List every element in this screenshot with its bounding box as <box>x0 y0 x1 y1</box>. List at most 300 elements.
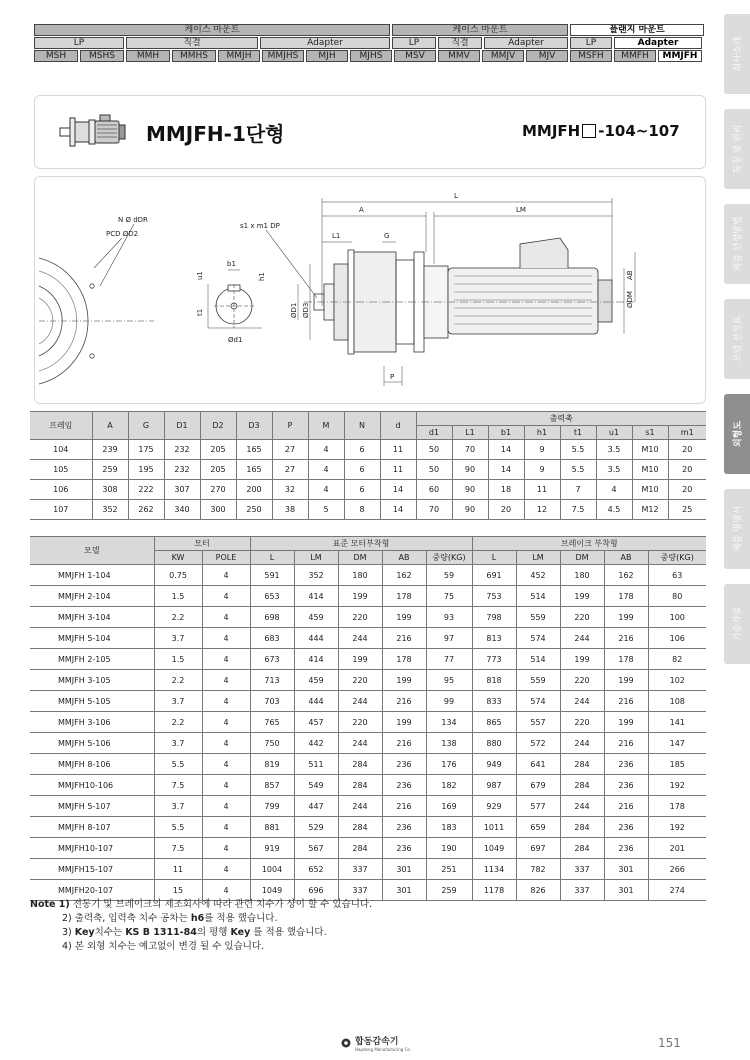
side-tab-features[interactable]: 특징 및 원리 <box>724 109 750 189</box>
col-out-b1: b1 <box>488 426 524 440</box>
table-cell: 195 <box>128 460 164 480</box>
col-d2: D2 <box>200 412 236 440</box>
table-cell: 216 <box>604 796 648 817</box>
table-cell: M10 <box>632 480 668 500</box>
table-cell: 447 <box>294 796 338 817</box>
table-cell: 4 <box>202 565 250 586</box>
table-cell: 20 <box>488 500 524 520</box>
col-group-motor: 모터 <box>154 537 250 551</box>
table-cell: 414 <box>294 649 338 670</box>
side-tab-selection[interactable]: 제품 선정방법 <box>724 204 750 284</box>
table-cell: 18 <box>488 480 524 500</box>
table-cell: 244 <box>338 733 382 754</box>
table-row <box>30 733 706 754</box>
table-cell: 77 <box>426 649 472 670</box>
table-cell: 178 <box>604 649 648 670</box>
col-model: 모델 <box>30 537 154 565</box>
table-cell: 4 <box>202 796 250 817</box>
table-cell: 199 <box>604 670 648 691</box>
table-cell: 147 <box>648 733 706 754</box>
table-cell: 107 <box>30 500 92 520</box>
table-cell: 266 <box>648 859 706 880</box>
table-cell: 2.2 <box>154 670 202 691</box>
col-out-l1: L1 <box>452 426 488 440</box>
table-cell: 178 <box>648 796 706 817</box>
nav-adapter-1[interactable]: Adapter <box>260 37 390 49</box>
table-cell: 5.5 <box>560 440 596 460</box>
table-cell: 11 <box>154 859 202 880</box>
nav-model-mmjhs[interactable]: MMJHS <box>262 50 304 62</box>
col-g: G <box>128 412 164 440</box>
table-cell: 0.75 <box>154 565 202 586</box>
table-cell: 2.2 <box>154 607 202 628</box>
table-cell: 220 <box>338 712 382 733</box>
nav-adapter-3[interactable]: Adapter <box>614 37 702 49</box>
table-cell: 106 <box>30 480 92 500</box>
nav-row-type <box>34 37 706 49</box>
gear-motor-icon <box>58 112 128 152</box>
table-cell: 50 <box>416 460 452 480</box>
table-cell: 641 <box>516 754 560 775</box>
table-cell: 337 <box>338 880 382 901</box>
col-out-u1: u1 <box>596 426 632 440</box>
table-cell: 259 <box>426 880 472 901</box>
table-cell: 192 <box>648 817 706 838</box>
table-cell: 236 <box>382 838 426 859</box>
nav-model-mmhs[interactable]: MMHS <box>172 50 216 62</box>
table-cell: 216 <box>604 733 648 754</box>
label-l: L <box>454 192 458 200</box>
table-cell: 106 <box>648 628 706 649</box>
table-cell: 4 <box>202 607 250 628</box>
table-cell: 14 <box>488 460 524 480</box>
table-cell: 32 <box>272 480 308 500</box>
table-cell: 7.5 <box>560 500 596 520</box>
label-p: P <box>390 373 395 381</box>
table-cell: 220 <box>338 607 382 628</box>
table-cell: 199 <box>382 670 426 691</box>
dimension-table <box>30 411 706 520</box>
table-cell: 175 <box>128 440 164 460</box>
table-cell: 182 <box>426 775 472 796</box>
table-cell: 20 <box>668 460 706 480</box>
table-cell: 220 <box>338 670 382 691</box>
table-cell: 63 <box>648 565 706 586</box>
table-cell: 574 <box>516 691 560 712</box>
table-cell: 5.5 <box>560 460 596 480</box>
table-cell: 11 <box>380 440 416 460</box>
nav-model-mjv[interactable]: MJV <box>526 50 568 62</box>
nav-model-mmjv[interactable]: MMJV <box>482 50 524 62</box>
label-pcd-d2: PCD ØD2 <box>106 230 139 238</box>
table-cell: 95 <box>426 670 472 691</box>
nav-model-mmh[interactable]: MMH <box>126 50 170 62</box>
col-brk-l: L <box>472 551 516 565</box>
col-brk-dm: DM <box>560 551 604 565</box>
nav-model-msfh[interactable]: MSFH <box>570 50 612 62</box>
table-cell: 216 <box>382 628 426 649</box>
table-cell: 713 <box>250 670 294 691</box>
label-od1-vertical: ØD1 <box>290 302 298 318</box>
nav-flange-mount[interactable]: 플랜지 마운트 <box>570 24 704 36</box>
table-cell: 929 <box>472 796 516 817</box>
table-cell: 99 <box>426 691 472 712</box>
table-cell: 180 <box>338 565 382 586</box>
table-cell: 244 <box>560 733 604 754</box>
label-g: G <box>384 232 390 240</box>
table-cell: 236 <box>604 754 648 775</box>
col-d: d <box>380 412 416 440</box>
table-cell: 251 <box>426 859 472 880</box>
col-brk-lm: LM <box>516 551 560 565</box>
table-cell: 352 <box>92 500 128 520</box>
table-cell: 9 <box>524 460 560 480</box>
table-cell: 7.5 <box>154 775 202 796</box>
table-cell: 4 <box>202 712 250 733</box>
label-s1-m1-dp: s1 x m1 DP <box>240 222 280 230</box>
table-cell: 1004 <box>250 859 294 880</box>
table-cell: 511 <box>294 754 338 775</box>
page-number: 151 <box>658 1036 681 1050</box>
table-cell: MMJFH 2-104 <box>30 586 154 607</box>
table-cell: 919 <box>250 838 294 859</box>
table-cell: 284 <box>338 775 382 796</box>
table-cell: 6 <box>344 460 380 480</box>
table-cell: 90 <box>452 460 488 480</box>
table-cell: 4 <box>202 670 250 691</box>
table-cell: 782 <box>516 859 560 880</box>
table-cell: 1011 <box>472 817 516 838</box>
table-cell: 216 <box>382 796 426 817</box>
table-cell: 880 <box>472 733 516 754</box>
table-cell: 14 <box>488 440 524 460</box>
table-cell: 652 <box>294 859 338 880</box>
table-cell: 216 <box>382 733 426 754</box>
nav-model-msv[interactable]: MSV <box>394 50 436 62</box>
table-cell: 1049 <box>472 838 516 859</box>
col-pole: POLE <box>202 551 250 565</box>
table-cell: 14 <box>380 480 416 500</box>
table-cell: 216 <box>604 691 648 712</box>
table-row <box>30 817 706 838</box>
table-cell: 949 <box>472 754 516 775</box>
table-cell: MMJFH 5-105 <box>30 691 154 712</box>
table-cell: MMJFH 3-106 <box>30 712 154 733</box>
table-cell: 703 <box>250 691 294 712</box>
col-out-t1: t1 <box>560 426 596 440</box>
table-cell: 236 <box>604 775 648 796</box>
model-table <box>30 536 706 901</box>
table-cell: MMJFH20-107 <box>30 880 154 901</box>
table-cell: 199 <box>382 712 426 733</box>
table-cell: 5.5 <box>154 754 202 775</box>
table-cell: 301 <box>604 880 648 901</box>
col-group-output-shaft: 출력축 <box>416 412 706 426</box>
nav-row-mount <box>34 24 706 36</box>
note-4: 4) 본 외형 치수는 예고없이 변경 될 수 있습니다. <box>62 941 265 952</box>
nav-model-mmv[interactable]: MMV <box>438 50 480 62</box>
table-cell: 4 <box>202 775 250 796</box>
table-cell: 284 <box>338 817 382 838</box>
table-cell: 70 <box>416 500 452 520</box>
table-cell: 3.7 <box>154 691 202 712</box>
table-cell: 5.5 <box>154 817 202 838</box>
table-cell: 301 <box>604 859 648 880</box>
table-cell: 216 <box>382 691 426 712</box>
table-cell: 4 <box>308 460 344 480</box>
nav-adapter-2[interactable]: Adapter <box>484 37 568 49</box>
note-1: Note 1) 전동기 및 브레이크의 제조회사에 따라 관련 치수가 상이 할 수 있습니다. <box>30 899 373 910</box>
side-tab-outline[interactable]: 외형도 <box>724 394 750 474</box>
nav-lp-2[interactable]: LP <box>392 37 436 49</box>
label-u1: u1 <box>196 271 204 280</box>
table-cell: 232 <box>164 440 200 460</box>
nav-model-mjhs[interactable]: MJHS <box>350 50 392 62</box>
model-code-suffix: -104~107 <box>598 122 680 140</box>
table-cell: 865 <box>472 712 516 733</box>
table-cell: 183 <box>426 817 472 838</box>
table-cell: 691 <box>472 565 516 586</box>
table-cell: 244 <box>560 628 604 649</box>
table-cell: 3.7 <box>154 733 202 754</box>
table-cell: 104 <box>30 440 92 460</box>
table-cell: 162 <box>382 565 426 586</box>
col-out-h1: h1 <box>524 426 560 440</box>
label-ab: AB <box>626 270 634 280</box>
table-cell: 178 <box>382 586 426 607</box>
nav-model-mmjh[interactable]: MMJH <box>218 50 260 62</box>
col-std-weight: 중량(KG) <box>426 551 472 565</box>
table-cell: 220 <box>560 670 604 691</box>
table-cell: MMJFH15-107 <box>30 859 154 880</box>
table-cell: 773 <box>472 649 516 670</box>
company-sub: Hapdong Manufacturing Co. <box>355 1047 412 1052</box>
table-cell: 27 <box>272 460 308 480</box>
table-cell: 262 <box>128 500 164 520</box>
table-cell: 683 <box>250 628 294 649</box>
col-brk-ab: AB <box>604 551 648 565</box>
table-cell: 833 <box>472 691 516 712</box>
table-row <box>30 460 706 480</box>
table-cell: 442 <box>294 733 338 754</box>
table-row <box>30 628 706 649</box>
table-cell: 300 <box>200 500 236 520</box>
note-3: 3) Key치수는 KS B 1311-84의 평행 Key 를 적용 했습니다. <box>62 927 327 938</box>
table-cell: MMJFH 5-106 <box>30 733 154 754</box>
table-cell: 199 <box>560 586 604 607</box>
col-a: A <box>92 412 128 440</box>
side-tab-technical[interactable]: 기술자료 <box>724 584 750 664</box>
label-odm: ØDM <box>626 291 634 308</box>
table-cell: M10 <box>632 440 668 460</box>
table-cell: 8 <box>344 500 380 520</box>
nav-row-model <box>34 50 706 62</box>
table-cell: 799 <box>250 796 294 817</box>
nav-model-mmfh[interactable]: MMFH <box>614 50 656 62</box>
table-cell: 236 <box>382 775 426 796</box>
table-cell: 765 <box>250 712 294 733</box>
nav-direct-1[interactable]: 직결 <box>126 37 258 49</box>
table-cell: 192 <box>648 775 706 796</box>
table-cell: 574 <box>516 628 560 649</box>
nav-model-mjh[interactable]: MJH <box>306 50 348 62</box>
table-cell: MMJFH10-106 <box>30 775 154 796</box>
col-frame: 프레임 <box>30 412 92 440</box>
table-cell: 200 <box>236 480 272 500</box>
table-cell: 180 <box>560 565 604 586</box>
table-cell: 201 <box>648 838 706 859</box>
table-cell: 567 <box>294 838 338 859</box>
table-cell: 38 <box>272 500 308 520</box>
table-cell: 337 <box>560 859 604 880</box>
company-name: 합동감속기 <box>355 1037 399 1047</box>
table-cell: 5 <box>308 500 344 520</box>
nav-model-mmjfh[interactable]: MMJFH <box>658 50 702 62</box>
table-cell: MMJFH 8-107 <box>30 817 154 838</box>
table-row <box>30 480 706 500</box>
side-tab-company[interactable]: 회사소개 <box>724 14 750 94</box>
table-cell: MMJFH 5-104 <box>30 628 154 649</box>
col-std-l: L <box>250 551 294 565</box>
table-cell: 697 <box>516 838 560 859</box>
table-cell: 1049 <box>250 880 294 901</box>
table-cell: 514 <box>516 649 560 670</box>
nav-lp-3[interactable]: LP <box>570 37 612 49</box>
col-std-lm: LM <box>294 551 338 565</box>
table-cell: 459 <box>294 670 338 691</box>
table-cell: 308 <box>92 480 128 500</box>
label-b1: b1 <box>227 260 236 268</box>
nav-case-mount-2[interactable]: 케이스 마운트 <box>392 24 568 36</box>
table-cell: M12 <box>632 500 668 520</box>
model-code-prefix: MMJFH <box>522 122 581 140</box>
table-row <box>30 859 706 880</box>
table-cell: 6 <box>344 480 380 500</box>
nav-model-mshs[interactable]: MSHS <box>80 50 124 62</box>
nav-lp-1[interactable]: LP <box>34 37 124 49</box>
side-tabs <box>724 14 750 704</box>
col-kw: KW <box>154 551 202 565</box>
table-cell: 220 <box>560 712 604 733</box>
table-cell: 222 <box>128 480 164 500</box>
table-cell: 178 <box>604 586 648 607</box>
side-tab-model-table[interactable]: 모델 선정표 <box>724 299 750 379</box>
table-cell: 270 <box>200 480 236 500</box>
table-cell: 301 <box>382 880 426 901</box>
table-cell: 857 <box>250 775 294 796</box>
table-cell: 134 <box>426 712 472 733</box>
table-cell: 4 <box>202 817 250 838</box>
table-cell: 178 <box>382 649 426 670</box>
col-out-s1: s1 <box>632 426 668 440</box>
table-row <box>30 691 706 712</box>
table-cell: 9 <box>524 440 560 460</box>
table-row <box>30 649 706 670</box>
nav-model-msh[interactable]: MSH <box>34 50 78 62</box>
table-cell: MMJFH10-107 <box>30 838 154 859</box>
table-row <box>30 565 706 586</box>
side-tab-naming[interactable]: 제품 명명서 <box>724 489 750 569</box>
table-cell: 4 <box>202 754 250 775</box>
table-cell: 457 <box>294 712 338 733</box>
table-cell: 60 <box>416 480 452 500</box>
table-cell: 4 <box>202 838 250 859</box>
table-cell: MMJFH 3-104 <box>30 607 154 628</box>
table-cell: 4.5 <box>596 500 632 520</box>
table-cell: 14 <box>380 500 416 520</box>
table-cell: 673 <box>250 649 294 670</box>
table-cell: 50 <box>416 440 452 460</box>
table-cell: 557 <box>516 712 560 733</box>
table-cell: 244 <box>338 796 382 817</box>
table-cell: 591 <box>250 565 294 586</box>
table-cell: 199 <box>560 649 604 670</box>
table-cell: 108 <box>648 691 706 712</box>
table-cell: 813 <box>472 628 516 649</box>
table-cell: 352 <box>294 565 338 586</box>
table-cell: 80 <box>648 586 706 607</box>
table-cell: 169 <box>426 796 472 817</box>
table-cell: 1.5 <box>154 586 202 607</box>
shaft-section <box>208 270 262 328</box>
col-d3: D3 <box>236 412 272 440</box>
table-cell: 4 <box>202 880 250 901</box>
table-cell: 514 <box>516 586 560 607</box>
table-cell: 549 <box>294 775 338 796</box>
table-cell: 444 <box>294 691 338 712</box>
nav-case-mount-1[interactable]: 케이스 마운트 <box>34 24 390 36</box>
table-cell: 987 <box>472 775 516 796</box>
table-cell: 4 <box>596 480 632 500</box>
nav-direct-2[interactable]: 직결 <box>438 37 482 49</box>
model-table-body <box>30 565 706 901</box>
company-logo <box>340 1034 411 1052</box>
table-cell: MMJFH 2-105 <box>30 649 154 670</box>
table-cell: 577 <box>516 796 560 817</box>
table-cell: 698 <box>250 607 294 628</box>
table-cell: 236 <box>382 817 426 838</box>
table-cell: 1134 <box>472 859 516 880</box>
table-cell: 679 <box>516 775 560 796</box>
table-cell: 881 <box>250 817 294 838</box>
table-cell: 659 <box>516 817 560 838</box>
table-cell: 337 <box>338 859 382 880</box>
table-cell: 12 <box>524 500 560 520</box>
label-t1: t1 <box>196 308 204 316</box>
table-cell: 25 <box>668 500 706 520</box>
table-cell: 105 <box>30 460 92 480</box>
label-l1: L1 <box>332 232 341 240</box>
table-cell: 244 <box>560 691 604 712</box>
company-gear-icon <box>340 1037 352 1049</box>
table-cell: 798 <box>472 607 516 628</box>
table-cell: 75 <box>426 586 472 607</box>
table-cell: 250 <box>236 500 272 520</box>
table-cell: 750 <box>250 733 294 754</box>
col-group-standard-motor: 표준 모터부착형 <box>250 537 472 551</box>
category-nav <box>34 24 706 63</box>
table-cell: 232 <box>164 460 200 480</box>
table-cell: 205 <box>200 460 236 480</box>
table-cell: 185 <box>648 754 706 775</box>
note-2: 2) 출력축, 입력축 치수 공차는 h6를 적용 했습니다. <box>62 913 278 924</box>
table-row <box>30 670 706 691</box>
table-cell: 190 <box>426 838 472 859</box>
table-cell: 653 <box>250 586 294 607</box>
table-cell: MMJFH 3-105 <box>30 670 154 691</box>
col-p: P <box>272 412 308 440</box>
table-cell: 15 <box>154 880 202 901</box>
